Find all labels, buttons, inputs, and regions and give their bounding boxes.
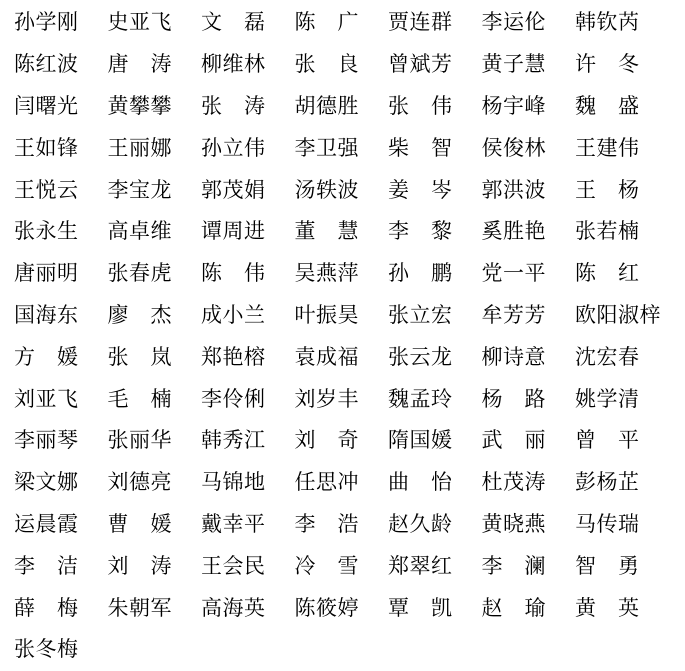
name-entry: 贾连群: [388, 10, 453, 35]
name-entry: 张立宏: [388, 302, 453, 327]
name-entry: 张 涛: [201, 93, 266, 118]
name-entry: 唐 涛: [107, 52, 172, 77]
name-entry: 陈 广: [294, 10, 359, 35]
name-entry: 赵 瑜: [481, 595, 546, 620]
name-entry: 陈 红: [575, 261, 640, 286]
name-entry: 高海英: [201, 595, 266, 620]
name-entry: 刘德亮: [107, 470, 172, 495]
name-entry: 胡德胜: [294, 93, 359, 118]
name-entry: 杨宇峰: [481, 93, 546, 118]
name-entry: 王建伟: [575, 135, 640, 160]
name-list: [14, 2, 669, 671]
name-entry: 张云龙: [388, 344, 453, 369]
name-entry: 成小兰: [201, 302, 266, 327]
name-entry: 郭茂娟: [201, 177, 266, 202]
name-entry: 曲 怡: [388, 470, 453, 495]
name-entry: 马锦地: [201, 470, 266, 495]
name-entry: 张永生: [14, 219, 79, 244]
name-entry: 侯俊林: [481, 135, 546, 160]
name-entry: 毛 楠: [107, 386, 172, 411]
name-entry: 柳诗意: [481, 344, 546, 369]
name-entry: 郭洪波: [481, 177, 546, 202]
name-entry: 孙立伟: [201, 135, 266, 160]
name-entry: 曹 媛: [107, 511, 172, 536]
name-entry: 王悦云: [14, 177, 79, 202]
name-entry: 党一平: [481, 261, 546, 286]
name-entry: 郑翠红: [388, 553, 453, 578]
name-entry: 刘岁丰: [294, 386, 359, 411]
name-entry: 汤轶波: [294, 177, 359, 202]
name-entry: 袁成福: [294, 344, 359, 369]
name-entry: 马传瑞: [575, 511, 640, 536]
name-entry: 国海东: [14, 302, 79, 327]
name-entry: 刘 涛: [107, 553, 172, 578]
name-entry: 薛 梅: [14, 595, 79, 620]
name-entry: 张 岚: [107, 344, 172, 369]
name-entry: 姚学清: [575, 386, 640, 411]
name-entry: 闫曙光: [14, 93, 79, 118]
name-entry: 廖 杰: [107, 302, 172, 327]
name-entry: 魏 盛: [575, 93, 640, 118]
name-entry: 韩秀江: [201, 428, 266, 453]
name-entry: 吴燕萍: [294, 261, 359, 286]
name-entry: 陈 伟: [201, 261, 266, 286]
name-entry: 张若楠: [575, 219, 640, 244]
name-entry: 武 丽: [481, 428, 546, 453]
name-entry: 曾斌芳: [388, 52, 453, 77]
name-entry: 奚胜艳: [481, 219, 546, 244]
name-entry: 唐丽明: [14, 261, 79, 286]
name-entry: 陈筱婷: [294, 595, 359, 620]
name-entry: 戴幸平: [201, 511, 266, 536]
name-entry: 李运伦: [481, 10, 546, 35]
name-entry: 梁文娜: [14, 470, 79, 495]
name-entry: 叶振昊: [294, 302, 359, 327]
name-entry: 曾 平: [575, 428, 640, 453]
name-entry: 赵久龄: [388, 511, 453, 536]
name-entry: 李 澜: [481, 553, 546, 578]
name-entry: 李丽琴: [14, 428, 79, 453]
name-entry: 谭周进: [201, 219, 266, 244]
name-entry: 史亚飞: [107, 10, 172, 35]
name-entry: 黄攀攀: [107, 93, 172, 118]
name-entry: 任思冲: [294, 470, 359, 495]
name-entry: 张 伟: [388, 93, 453, 118]
name-entry: 黄 英: [575, 595, 640, 620]
name-entry: 陈红波: [14, 52, 79, 77]
name-entry: 柳维林: [201, 52, 266, 77]
name-entry: 李 黎: [388, 219, 453, 244]
name-entry: 沈宏春: [575, 344, 640, 369]
name-entry: 李宝龙: [107, 177, 172, 202]
name-entry: 王会民: [201, 553, 266, 578]
name-entry: 魏孟玲: [388, 386, 453, 411]
name-entry: 王丽娜: [107, 135, 172, 160]
name-entry: 运晨霞: [14, 511, 79, 536]
name-entry: 覃 凯: [388, 595, 453, 620]
name-entry: 张 良: [294, 52, 359, 77]
name-entry: 黄晓燕: [481, 511, 546, 536]
name-entry: 郑艳榕: [201, 344, 266, 369]
name-entry: 李卫强: [294, 135, 359, 160]
name-entry: 李 浩: [294, 511, 359, 536]
name-entry: 智 勇: [575, 553, 640, 578]
name-entry: 方 媛: [14, 344, 79, 369]
name-entry: 孙 鹏: [388, 261, 453, 286]
name-entry: 姜 岑: [388, 177, 453, 202]
name-entry: 隋国媛: [388, 428, 453, 453]
name-entry: 杜茂涛: [481, 470, 546, 495]
name-entry: 王如锋: [14, 135, 79, 160]
name-entry: 韩钦芮: [575, 10, 640, 35]
name-entry: 冷 雪: [294, 553, 359, 578]
name-entry: 杨 路: [481, 386, 546, 411]
name-entry: 董 慧: [294, 219, 359, 244]
name-entry: 柴 智: [388, 135, 453, 160]
name-entry: 刘亚飞: [14, 386, 79, 411]
name-entry: 许 冬: [575, 52, 640, 77]
name-entry: 文 磊: [201, 10, 266, 35]
name-entry: 黄子慧: [481, 52, 546, 77]
name-entry: 欧阳淑梓: [575, 302, 661, 327]
name-entry: 李 洁: [14, 553, 79, 578]
name-entry: 张冬梅: [14, 637, 79, 662]
name-entry: 彭杨芷: [575, 470, 640, 495]
name-entry: 朱朝军: [107, 595, 172, 620]
name-entry: 高卓维: [107, 219, 172, 244]
name-entry: 王 杨: [575, 177, 640, 202]
name-entry: 张丽华: [107, 428, 172, 453]
name-entry: 张春虎: [107, 261, 172, 286]
name-entry: 刘 奇: [294, 428, 359, 453]
name-entry: 牟芳芳: [481, 302, 546, 327]
name-entry: 李伶俐: [201, 386, 266, 411]
name-entry: 孙学刚: [14, 10, 79, 35]
